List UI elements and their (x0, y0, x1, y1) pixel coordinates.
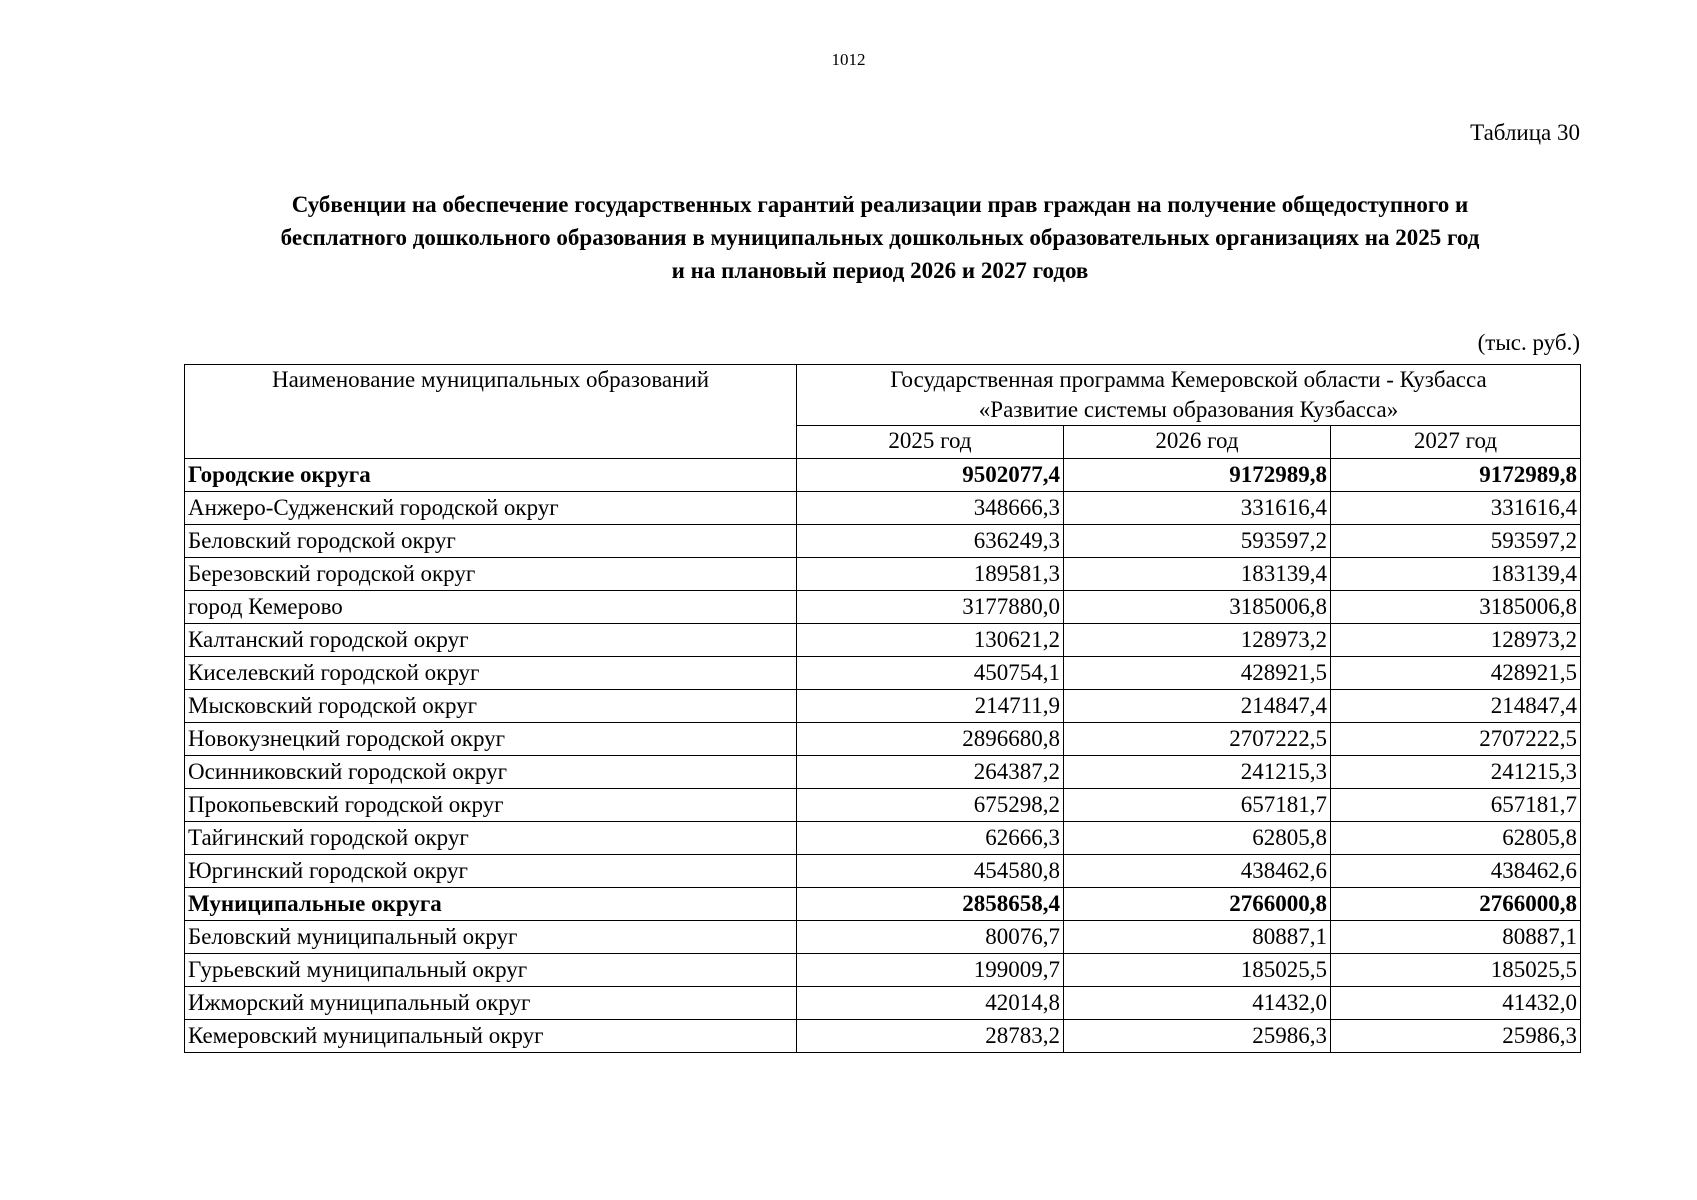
municipality-name-cell: Калтанский городской округ (185, 624, 797, 657)
municipality-name-cell: Мысковский городской округ (185, 690, 797, 723)
value-cell-2026: 2766000,8 (1064, 888, 1331, 921)
municipality-name-cell: Кемеровский муниципальный округ (185, 1020, 797, 1053)
value-cell-2025: 454580,8 (797, 855, 1064, 888)
table-row (185, 591, 1581, 624)
value-cell-2025: 28783,2 (797, 1020, 1064, 1053)
value-cell-2026: 214847,4 (1064, 690, 1331, 723)
header-year-2025: 2025 год (797, 426, 1064, 459)
value-cell-2027: 80887,1 (1331, 921, 1581, 954)
table-row (185, 558, 1581, 591)
table-row (185, 822, 1581, 855)
value-cell-2027: 593597,2 (1331, 525, 1581, 558)
value-cell-2026: 80887,1 (1064, 921, 1331, 954)
table-row (185, 525, 1581, 558)
title-line: бесплатного дошкольного образования в муниципальных дошкольных образовательных организациях на 2025 год (280, 225, 1480, 250)
municipality-name-cell: Беловский муниципальный округ (185, 921, 797, 954)
value-cell-2025: 2858658,4 (797, 888, 1064, 921)
municipality-name-cell: Городские округа (185, 459, 797, 492)
value-cell-2025: 3177880,0 (797, 591, 1064, 624)
value-cell-2026: 185025,5 (1064, 954, 1331, 987)
value-cell-2026: 438462,6 (1064, 855, 1331, 888)
value-cell-2027: 331616,4 (1331, 492, 1581, 525)
value-cell-2027: 41432,0 (1331, 987, 1581, 1020)
municipality-name-cell: Прокопьевский городской округ (185, 789, 797, 822)
table-row (185, 789, 1581, 822)
value-cell-2025: 450754,1 (797, 657, 1064, 690)
table-group-row (185, 459, 1581, 492)
table-row (185, 756, 1581, 789)
table-row (185, 657, 1581, 690)
value-cell-2026: 331616,4 (1064, 492, 1331, 525)
value-cell-2025: 42014,8 (797, 987, 1064, 1020)
table-row (185, 987, 1581, 1020)
title-line: и на плановый период 2026 и 2027 годов (671, 258, 1089, 283)
header-program-line: Государственная программа Кемеровской области - Кузбасса (890, 367, 1487, 392)
value-cell-2026: 41432,0 (1064, 987, 1331, 1020)
municipality-name-cell: Тайгинский городской округ (185, 822, 797, 855)
value-cell-2027: 62805,8 (1331, 822, 1581, 855)
document-title (180, 188, 1580, 287)
value-cell-2025: 189581,3 (797, 558, 1064, 591)
value-cell-2027: 128973,2 (1331, 624, 1581, 657)
header-year-2026: 2026 год (1064, 426, 1331, 459)
value-cell-2025: 636249,3 (797, 525, 1064, 558)
page-number: 1012 (831, 50, 866, 69)
header-program (797, 365, 1581, 426)
value-cell-2026: 25986,3 (1064, 1020, 1331, 1053)
value-cell-2026: 3185006,8 (1064, 591, 1331, 624)
subvention-table (184, 364, 1581, 1053)
value-cell-2026: 183139,4 (1064, 558, 1331, 591)
table-row (185, 921, 1581, 954)
table-row (185, 1020, 1581, 1053)
value-cell-2025: 348666,3 (797, 492, 1064, 525)
value-cell-2027: 2707222,5 (1331, 723, 1581, 756)
units-label: (тыс. руб.) (1477, 330, 1580, 355)
municipality-name-cell: Беловский городской округ (185, 525, 797, 558)
value-cell-2025: 199009,7 (797, 954, 1064, 987)
table-row (185, 492, 1581, 525)
value-cell-2027: 183139,4 (1331, 558, 1581, 591)
value-cell-2025: 130621,2 (797, 624, 1064, 657)
title-line: Субвенции на обеспечение государственных гарантий реализации прав граждан на получение общедоступного и (291, 192, 1469, 217)
municipality-name-cell: Юргинский городской округ (185, 855, 797, 888)
value-cell-2025: 2896680,8 (797, 723, 1064, 756)
table-label: Таблица 30 (1470, 120, 1580, 145)
table-row (185, 954, 1581, 987)
value-cell-2027: 214847,4 (1331, 690, 1581, 723)
value-cell-2027: 241215,3 (1331, 756, 1581, 789)
municipality-name-cell: Муниципальные округа (185, 888, 797, 921)
value-cell-2026: 428921,5 (1064, 657, 1331, 690)
value-cell-2026: 9172989,8 (1064, 459, 1331, 492)
value-cell-2025: 80076,7 (797, 921, 1064, 954)
value-cell-2027: 428921,5 (1331, 657, 1581, 690)
value-cell-2026: 657181,7 (1064, 789, 1331, 822)
value-cell-2025: 9502077,4 (797, 459, 1064, 492)
value-cell-2026: 62805,8 (1064, 822, 1331, 855)
municipality-name-cell: город Кемерово (185, 591, 797, 624)
table-row (185, 690, 1581, 723)
municipality-name-cell: Новокузнецкий городской округ (185, 723, 797, 756)
municipality-name-cell: Осинниковский городской округ (185, 756, 797, 789)
header-program-line: «Развитие системы образования Кузбасса» (978, 397, 1399, 422)
table-body (185, 459, 1581, 1053)
value-cell-2025: 62666,3 (797, 822, 1064, 855)
value-cell-2027: 9172989,8 (1331, 459, 1581, 492)
value-cell-2027: 438462,6 (1331, 855, 1581, 888)
value-cell-2027: 657181,7 (1331, 789, 1581, 822)
value-cell-2027: 185025,5 (1331, 954, 1581, 987)
municipality-name-cell: Ижморский муниципальный округ (185, 987, 797, 1020)
value-cell-2026: 128973,2 (1064, 624, 1331, 657)
table-row (185, 624, 1581, 657)
value-cell-2026: 241215,3 (1064, 756, 1331, 789)
municipality-name-cell: Березовский городской округ (185, 558, 797, 591)
table-row (185, 855, 1581, 888)
header-year-2027: 2027 год (1331, 426, 1581, 459)
table-group-row (185, 888, 1581, 921)
value-cell-2025: 675298,2 (797, 789, 1064, 822)
value-cell-2025: 264387,2 (797, 756, 1064, 789)
table-row (185, 723, 1581, 756)
value-cell-2027: 25986,3 (1331, 1020, 1581, 1053)
value-cell-2026: 593597,2 (1064, 525, 1331, 558)
header-municipality-name: Наименование муниципальных образований (185, 365, 797, 459)
municipality-name-cell: Киселевский городской округ (185, 657, 797, 690)
value-cell-2026: 2707222,5 (1064, 723, 1331, 756)
value-cell-2027: 2766000,8 (1331, 888, 1581, 921)
value-cell-2027: 3185006,8 (1331, 591, 1581, 624)
municipality-name-cell: Гурьевский муниципальный округ (185, 954, 797, 987)
municipality-name-cell: Анжеро-Судженский городской округ (185, 492, 797, 525)
value-cell-2025: 214711,9 (797, 690, 1064, 723)
